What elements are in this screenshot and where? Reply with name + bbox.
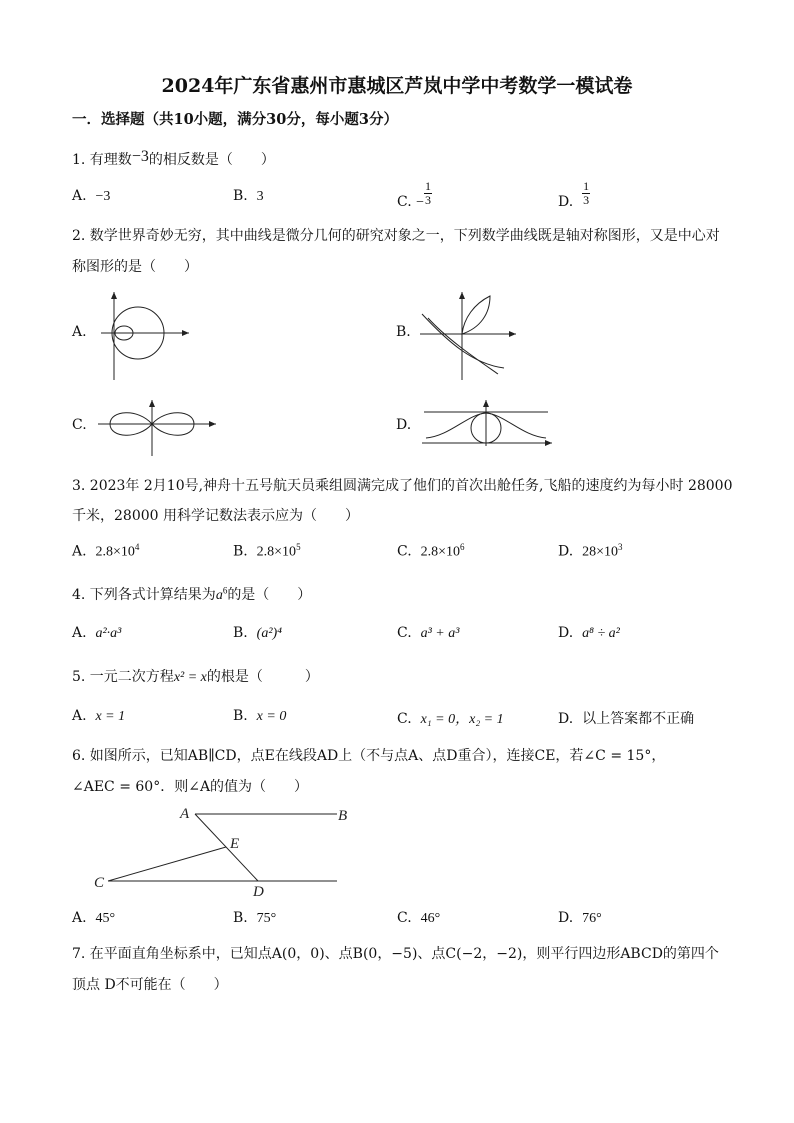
q2-option-d-label[interactable]: D. bbox=[396, 417, 412, 433]
option-label: A. bbox=[72, 625, 87, 641]
q4-option-a[interactable] bbox=[72, 625, 121, 642]
question-4-stem bbox=[72, 584, 311, 604]
denominator: 3 bbox=[425, 193, 432, 207]
option-label: C. bbox=[397, 625, 412, 641]
fraction bbox=[424, 180, 432, 207]
option-sign: − bbox=[416, 194, 425, 210]
label-d: D bbox=[253, 884, 264, 900]
option-exponent: 4 bbox=[134, 542, 140, 552]
option-label: A. bbox=[72, 910, 87, 926]
option-value: 75° bbox=[256, 911, 277, 926]
question-6-stem-line2: ∠AEC = 60°．则∠A的值为（ ） bbox=[72, 779, 309, 795]
option-base: 28×10 bbox=[582, 544, 618, 560]
q3-option-a[interactable] bbox=[72, 542, 139, 561]
option-exponent: 5 bbox=[296, 542, 301, 552]
option-label: C. bbox=[397, 711, 412, 727]
question-7-stem-line1: 7. 在平面直角坐标系中，已知点A(0，0)、点B(0，−5)、点C(−2，−2)，则平行四边形ABCD的第四个 bbox=[72, 946, 719, 962]
option-label: D. bbox=[558, 625, 574, 641]
q5-option-c[interactable] bbox=[397, 708, 504, 728]
question-2-stem-line1: 2. 数学世界奇妙无穷，其中曲线是微分几何的研究对象之一，下列数学曲线既是轴对称图形，又是中心对 bbox=[72, 228, 720, 244]
question-3-stem-line1: 3. 2023年 2月10号,神舟十五号航天员乘组圆满完成了他们的首次出舱任务,飞船的速度约为每小时 28000 bbox=[72, 478, 733, 494]
option-value: 45° bbox=[95, 911, 116, 926]
q4-option-b[interactable] bbox=[233, 625, 282, 642]
option-exponent: 3 bbox=[618, 542, 623, 552]
q4-stem-suffix: 的是（ ） bbox=[227, 587, 312, 603]
option-value: 46° bbox=[420, 911, 441, 926]
q2-option-a-figure[interactable] bbox=[96, 288, 196, 382]
option-base: 2.8×10 bbox=[95, 544, 135, 560]
option-label: C. bbox=[397, 910, 412, 926]
q1-option-a[interactable] bbox=[72, 188, 110, 205]
q5-stem-equation: x² = x bbox=[173, 670, 207, 685]
option-label: B. bbox=[233, 625, 248, 641]
option-value: 3 bbox=[256, 189, 264, 204]
label-c: C bbox=[94, 875, 105, 891]
option-base: 2.8×10 bbox=[256, 544, 297, 560]
option-exponent: 6 bbox=[459, 542, 465, 552]
option-label: B. bbox=[233, 910, 248, 926]
option-label: A. bbox=[72, 543, 87, 560]
option-label: C. bbox=[397, 193, 412, 210]
q6-option-b[interactable] bbox=[233, 910, 276, 927]
q2-option-b-label[interactable]: B. bbox=[396, 324, 411, 340]
q3-option-c[interactable] bbox=[397, 542, 464, 561]
question-2-stem-line2: 称图形的是（ ） bbox=[72, 259, 198, 275]
option-label: A. bbox=[72, 708, 87, 724]
label-a: A bbox=[180, 806, 190, 822]
q6-option-c[interactable] bbox=[397, 910, 440, 927]
option-value: a²·a³ bbox=[95, 626, 122, 641]
option-label: B. bbox=[233, 188, 248, 204]
option-label: B. bbox=[233, 708, 248, 724]
q2-option-c-figure[interactable] bbox=[96, 398, 220, 458]
q5-option-d[interactable] bbox=[558, 708, 694, 728]
q4-stem-variable: a bbox=[215, 588, 223, 603]
numerator: 1 bbox=[583, 179, 590, 193]
option-label: D. bbox=[558, 193, 574, 210]
q1-value: −3 bbox=[131, 148, 149, 165]
segment-ce bbox=[108, 847, 226, 881]
q2-option-a-label[interactable]: A. bbox=[72, 324, 87, 340]
q1-option-d[interactable] bbox=[558, 179, 590, 210]
q4-option-c[interactable] bbox=[397, 625, 459, 642]
page-title: 2024年广东省惠州市惠城区芦岚中学中考数学一模试卷 bbox=[161, 75, 633, 97]
q4-stem-prefix: 4. 下列各式计算结果为 bbox=[72, 587, 216, 603]
q4-stem-exponent: 6 bbox=[222, 585, 228, 596]
option-label: D. bbox=[558, 711, 574, 727]
question-6-stem-line1: 6. 如图所示，已知AB∥CD，点E在线段AD上（不与点A、点D重合），连接CE，若∠C = 15°， bbox=[72, 748, 666, 764]
q1-stem-prefix: 1. 有理数 bbox=[72, 152, 132, 168]
q2-option-c-label[interactable]: C. bbox=[72, 417, 87, 433]
option-value: x = 1 bbox=[95, 709, 126, 724]
option-label: D. bbox=[558, 910, 574, 926]
q1-option-c[interactable] bbox=[397, 179, 432, 210]
q5-stem-prefix: 5. 一元二次方程 bbox=[72, 669, 174, 685]
option-label: D. bbox=[558, 543, 574, 560]
option-value: 以上答案都不正确 bbox=[582, 711, 695, 727]
denominator: 3 bbox=[583, 193, 590, 207]
option-value: a⁸ ÷ a² bbox=[582, 626, 620, 641]
fraction bbox=[582, 180, 590, 207]
option-value: a³ + a³ bbox=[420, 626, 460, 641]
q1-option-b[interactable] bbox=[233, 188, 264, 205]
q2-option-d-figure[interactable] bbox=[420, 398, 556, 450]
q5-option-a[interactable] bbox=[72, 708, 125, 725]
q4-option-d[interactable] bbox=[558, 625, 620, 642]
option-value: x = 0 bbox=[256, 709, 287, 724]
q1-stem-suffix: 的相反数是（ ） bbox=[148, 152, 275, 168]
q6-figure bbox=[90, 800, 360, 900]
q5-stem-suffix: 的根是（ ） bbox=[206, 669, 319, 685]
question-3-stem-line2: 千米，28000 用科学记数法表示应为（ ） bbox=[72, 508, 359, 524]
question-1-stem bbox=[72, 149, 275, 169]
option-label: C. bbox=[397, 543, 412, 560]
option-value: −3 bbox=[95, 189, 111, 204]
numerator: 1 bbox=[425, 179, 432, 193]
q2-option-b-figure[interactable] bbox=[418, 290, 518, 382]
segment-ad bbox=[195, 814, 258, 881]
option-value: (a²)⁴ bbox=[256, 626, 283, 641]
label-b: B bbox=[338, 808, 348, 824]
section-heading: 一．选择题（共10小题，满分30分，每小题3分） bbox=[72, 111, 398, 128]
option-label: B. bbox=[233, 543, 248, 560]
q6-option-a[interactable] bbox=[72, 910, 115, 927]
q3-option-d[interactable] bbox=[558, 542, 623, 561]
option-value: x₁ = 0，x₂ = 1 bbox=[420, 712, 504, 727]
q6-option-d[interactable] bbox=[558, 910, 602, 927]
q3-option-b[interactable] bbox=[233, 542, 301, 561]
q5-option-b[interactable] bbox=[233, 708, 286, 725]
question-5-stem bbox=[72, 666, 319, 686]
option-base: 2.8×10 bbox=[420, 544, 460, 560]
option-label: A. bbox=[72, 188, 87, 204]
option-value: 76° bbox=[582, 911, 602, 926]
question-7-stem-line2: 顶点 D不可能在（ ） bbox=[72, 977, 228, 993]
label-e: E bbox=[230, 836, 240, 852]
